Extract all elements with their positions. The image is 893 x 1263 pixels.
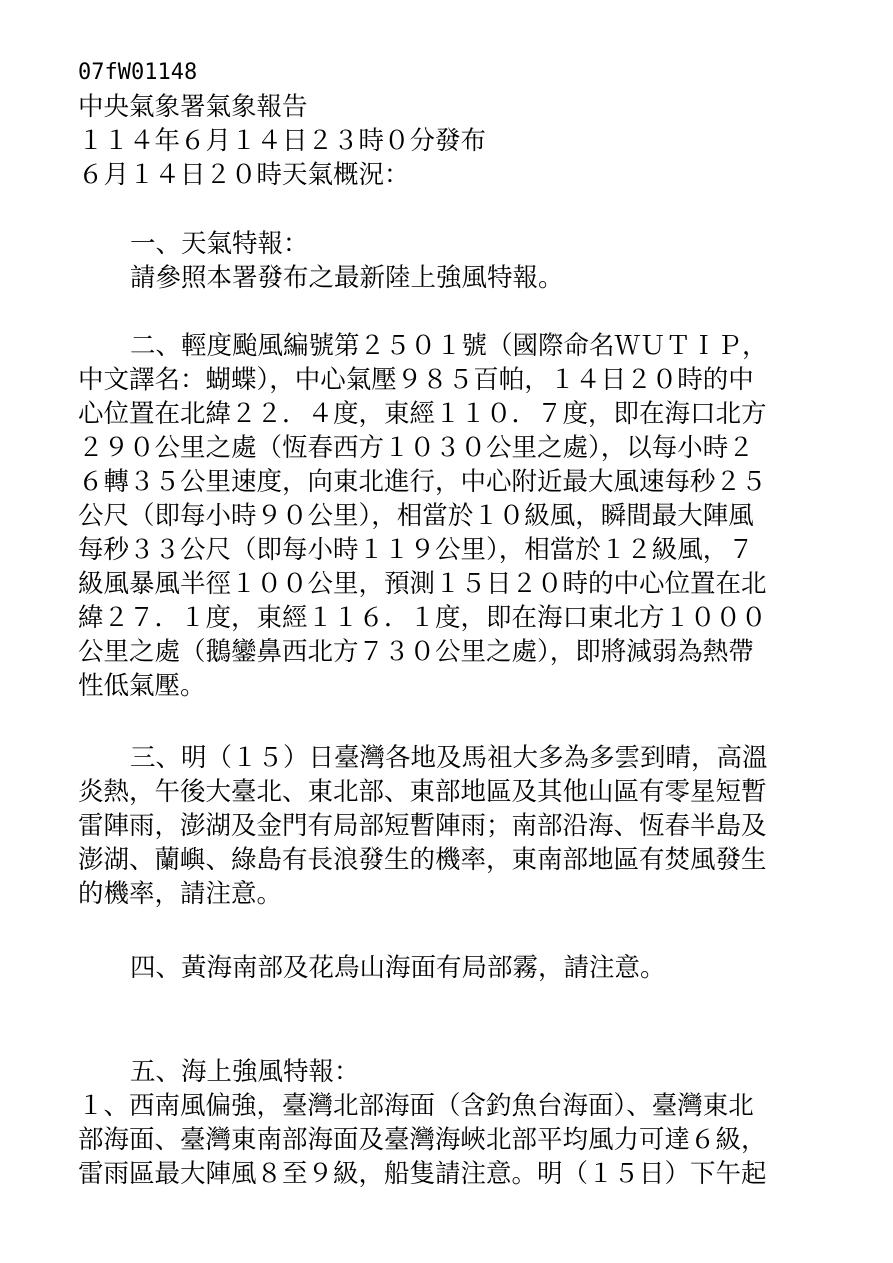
section-heading: 一、天氣特報： bbox=[130, 229, 309, 259]
section-heading: 五、海上強風特報： bbox=[130, 1057, 360, 1087]
paragraph-line: 性低氣壓。 bbox=[78, 671, 206, 701]
paragraph-line: 公尺（即每小時９０公里），相當於１０級風，瞬間最大陣風 bbox=[78, 501, 754, 531]
section-weather-advisory bbox=[78, 227, 806, 295]
overview-title: ６月１４日２０時天氣概況： bbox=[78, 160, 410, 190]
section-fog bbox=[78, 951, 806, 985]
document-id: 07fW01148 bbox=[78, 60, 198, 85]
agency-title: 中央氣象署氣象報告 bbox=[78, 92, 308, 122]
paragraph-line: 公里之處（鵝鑾鼻西北方７３０公里之處），即將減弱為熱帶 bbox=[78, 637, 754, 667]
paragraph-line: 中文譯名：蝴蝶），中心氣壓９８５百帕，１４日２０時的中 bbox=[78, 365, 754, 395]
paragraph-line: 請參照本署發布之最新陸上強風特報。 bbox=[130, 263, 564, 293]
paragraph-line: 級風暴風半徑１００公里，預測１５日２０時的中心位置在北 bbox=[78, 569, 767, 599]
paragraph-line: ６轉３５公里速度，向東北進行，中心附近最大風速每秒２５ bbox=[78, 467, 767, 497]
paragraph-line: 每秒３３公尺（即每小時１１９公里），相當於１２級風，７ bbox=[78, 535, 754, 565]
section-marine-wind bbox=[78, 1055, 806, 1191]
paragraph-line: 三、明（１５）日臺灣各地及馬祖大多為多雲到晴，高溫 bbox=[130, 743, 768, 773]
paragraph-line: 緯２７．１度，東經１１６．１度，即在海口東北方１０００ bbox=[78, 603, 767, 633]
paragraph-line: 炎熱，午後大臺北、東北部、東部地區及其他山區有零星短暫 bbox=[78, 777, 767, 807]
paragraph-line: 四、黃海南部及花鳥山海面有局部霧，請注意。 bbox=[130, 953, 666, 983]
paragraph-line: 雷雨區最大陣風８至９級，船隻請注意。明（１５日）下午起 bbox=[78, 1159, 767, 1189]
paragraph-line: 部海面、臺灣東南部海面及臺灣海峽北部平均風力可達６級， bbox=[78, 1125, 767, 1155]
paragraph-line: 二、輕度颱風編號第２５０１號（國際命名ＷＵＴＩＰ， bbox=[130, 331, 768, 361]
issue-time: １１４年６月１４日２３時０分發布 bbox=[78, 126, 487, 156]
paragraph-line: 澎湖、蘭嶼、綠島有長浪發生的機率，東南部地區有焚風發生 bbox=[78, 845, 767, 875]
section-forecast bbox=[78, 741, 806, 911]
report-header bbox=[78, 56, 806, 192]
section-typhoon bbox=[78, 329, 806, 703]
paragraph-line: 的機率，請注意。 bbox=[78, 879, 283, 909]
paragraph-line: 心位置在北緯２２．４度，東經１１０．７度，即在海口北方 bbox=[78, 399, 767, 429]
paragraph-line: １、西南風偏強，臺灣北部海面（含釣魚台海面）、臺灣東北 bbox=[78, 1091, 754, 1121]
paragraph-line: ２９０公里之處（恆春西方１０３０公里之處），以每小時２ bbox=[78, 433, 754, 463]
paragraph-line: 雷陣雨，澎湖及金門有局部短暫陣雨；南部沿海、恆春半島及 bbox=[78, 811, 767, 841]
